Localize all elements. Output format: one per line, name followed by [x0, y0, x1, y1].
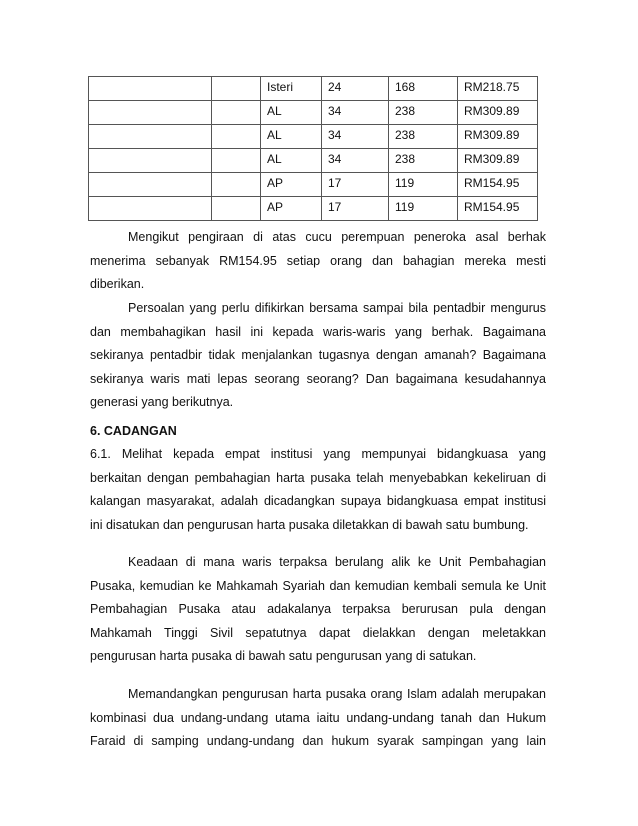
table-cell: RM154.95	[458, 197, 538, 221]
text-line: pengurusan harta pusaka di bawah satu pengurusan yang di satukan.	[90, 649, 477, 664]
table-cell: RM309.89	[458, 125, 538, 149]
table-cell	[212, 77, 261, 101]
table-cell	[212, 101, 261, 125]
text-line: generasi yang berikutnya.	[90, 395, 234, 410]
text-line: kombinasi dua undang-undang utama iaitu undang-undang tanah dan Hukum	[90, 710, 546, 725]
text-line: Faraid di samping undang-undang dan hukum syarak sampingan yang lain	[90, 734, 546, 749]
text-line: Memandangkan pengurusan harta pusaka orang Islam adalah merupakan	[128, 687, 546, 701]
table-row	[89, 125, 538, 149]
table-cell: AL	[261, 125, 322, 149]
table-cell: 24	[322, 77, 389, 101]
table-cell	[89, 197, 212, 221]
text-line: menerima sebanyak RM154.95 setiap orang dan bahagian mereka mesti	[90, 253, 546, 268]
table-row	[89, 101, 538, 125]
table-cell	[89, 77, 212, 101]
table-cell: RM309.89	[458, 149, 538, 173]
table-cell	[89, 125, 212, 149]
table-cell: 34	[322, 149, 389, 173]
text-line: diberikan.	[90, 277, 145, 292]
table-cell: 34	[322, 125, 389, 149]
table-row	[89, 77, 538, 101]
text-line: 6.1. Melihat kepada empat institusi yang mempunyai bidangkuasa yang	[90, 447, 546, 461]
inheritance-table	[88, 76, 538, 221]
paragraph-management	[90, 683, 546, 754]
table-cell: RM218.75	[458, 77, 538, 101]
table-cell	[89, 101, 212, 125]
text-line: kalangan masyarakat, adalah dicadangkan supaya bidangkuasa empat institusi	[90, 494, 546, 509]
table-row	[89, 197, 538, 221]
table-cell: 168	[389, 77, 458, 101]
text-line: Persoalan yang perlu difikirkan bersama sampai bila pentadbir mengurus	[128, 301, 546, 315]
table-cell	[89, 173, 212, 197]
table-cell: 238	[389, 125, 458, 149]
text-line: Mengikut pengiraan di atas cucu perempuan peneroka asal berhak	[128, 230, 546, 244]
table-cell: 119	[389, 197, 458, 221]
table-cell	[212, 125, 261, 149]
paragraph-proposal-6-1	[90, 443, 546, 537]
table-cell: AL	[261, 149, 322, 173]
text-line: Keadaan di mana waris terpaksa berulang alik ke Unit Pembahagian	[128, 555, 546, 569]
paragraph-question	[90, 297, 546, 415]
table-cell: 17	[322, 197, 389, 221]
table-cell: 238	[389, 101, 458, 125]
text-line: Pembahagian Pusaka atau adakalanya terpaksa berurusan pula dengan	[90, 602, 546, 617]
table-cell: RM154.95	[458, 173, 538, 197]
text-line: Pusaka, kemudian ke Mahkamah Syariah dan kemudian kembali semula ke Unit	[90, 578, 546, 593]
table-cell	[212, 197, 261, 221]
table-cell: 17	[322, 173, 389, 197]
table-cell	[212, 173, 261, 197]
text-line: Mahkamah Tinggi Sivil sepatutnya dapat dielakkan dengan meletakkan	[90, 625, 546, 640]
table-cell: AL	[261, 101, 322, 125]
table-cell: AP	[261, 197, 322, 221]
section-heading: 6. CADANGAN	[90, 424, 177, 438]
table-row	[89, 149, 538, 173]
table-row	[89, 173, 538, 197]
table-cell: 119	[389, 173, 458, 197]
text-line: ini disatukan dan pengurusan harta pusaka diletakkan di bawah satu bumbung.	[90, 517, 529, 532]
table-cell: 238	[389, 149, 458, 173]
table-cell: 34	[322, 101, 389, 125]
text-line: sekiranya pentadbir tidak menjalankan tugasnya dengan amanah? Bagaimana	[90, 348, 546, 363]
table-cell: AP	[261, 173, 322, 197]
text-line: berkaitan dengan pembahagian harta pusaka telah menyebabkan kekeliruan di	[90, 470, 546, 485]
paragraph-situation	[90, 551, 546, 669]
text-line: dan membahagikan hasil ini kepada waris-waris yang berhak. Bagaimana	[90, 324, 546, 339]
table-cell: RM309.89	[458, 101, 538, 125]
table-cell	[89, 149, 212, 173]
paragraph-calculation	[90, 226, 546, 297]
table-cell	[212, 149, 261, 173]
text-line: sekiranya waris mati lepas seorang seorang? Dan bagaimana kesudahannya	[90, 371, 546, 386]
table-cell: Isteri	[261, 77, 322, 101]
